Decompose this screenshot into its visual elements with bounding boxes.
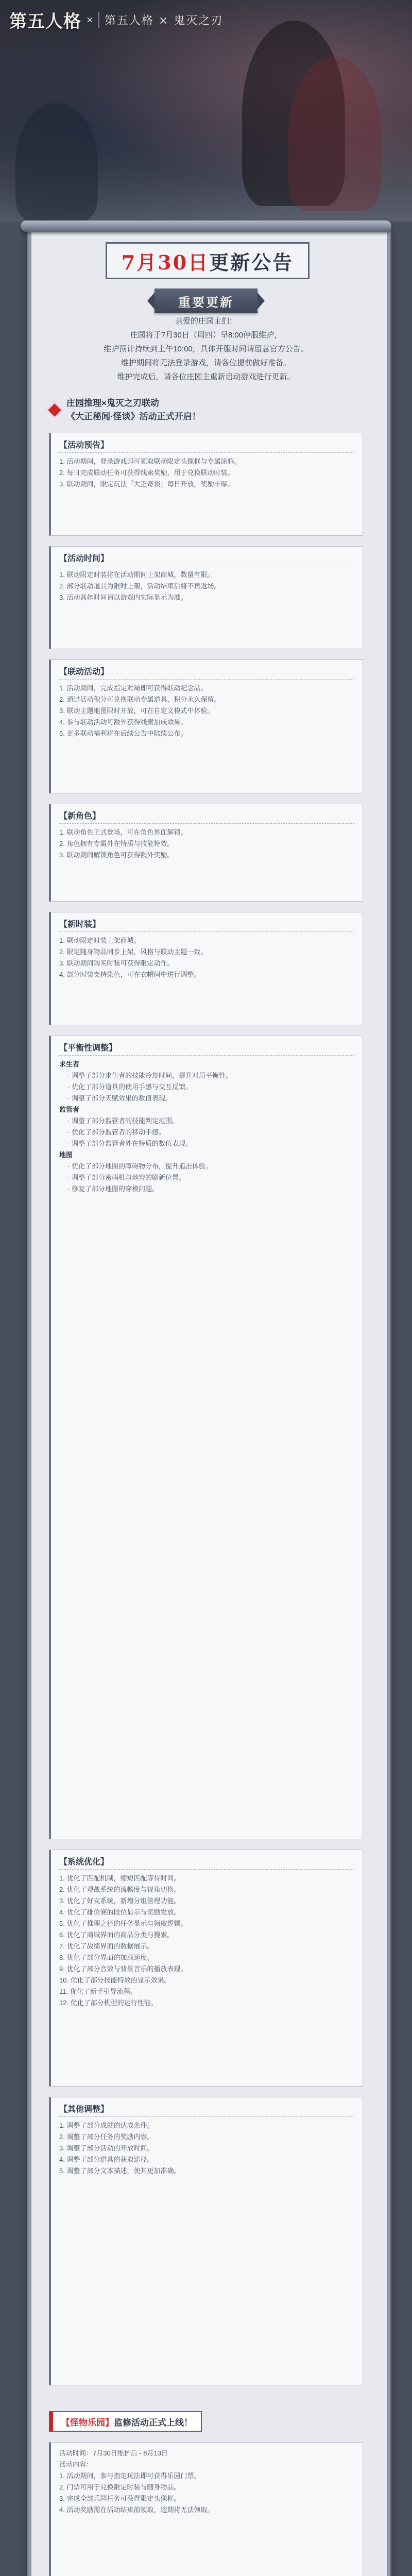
panel-line: · 调整了部分天赋效果的数值表现。 — [67, 1094, 172, 1102]
panel-heading: 【联动活动】 — [59, 665, 354, 680]
panel-line: 7. 优化了战绩界面的数据展示。 — [59, 1942, 154, 1950]
panel-line: 2. 调整了部分任务的奖励内容。 — [59, 2133, 154, 2141]
collab-separator: × — [87, 13, 93, 26]
panel-heading: 【活动时间】 — [59, 552, 354, 566]
intro-line: 亲爱的庄园主们： — [175, 317, 237, 326]
panel-subheading: 监管者 — [59, 1106, 80, 1113]
panel-line: · 修复了部分地图的穿模问题。 — [67, 1185, 159, 1193]
panel-line: · 调整了部分监管者外在特质的数值表现。 — [67, 1140, 192, 1147]
panel-line: 3. 联动期间购买时装可获得限定动作。 — [59, 959, 174, 967]
title-date: 7月30日 — [121, 250, 210, 274]
title-text: 更新公告 — [209, 250, 294, 274]
panel-line: 3. 联动期间，限定玩法『大正奇谈』每日开放，奖励丰厚。 — [59, 480, 234, 488]
panel-line: 8. 优化了部分界面的加载速度。 — [59, 1954, 154, 1961]
panel-line: 5. 优化了推理之径的任务显示与领取逻辑。 — [59, 1920, 187, 1927]
panel-line: 2. 通过活动积分可兑换联动专属道具，积分永久保留。 — [59, 696, 221, 703]
panel-subheading: 求生者 — [59, 1060, 80, 1068]
panel-line: · 优化了部分道具的使用手感与交互反馈。 — [67, 1083, 192, 1091]
event-tag-prefix: 【怪物乐园】 — [61, 2417, 114, 2428]
notice-panel — [49, 546, 363, 649]
intro-text — [54, 314, 358, 384]
game-logo: 第五人格 — [9, 11, 81, 32]
panel-line: 1. 优化了匹配机制，缩短匹配等待时间。 — [59, 1874, 181, 1882]
event-tag — [49, 2411, 202, 2432]
brand-bar — [9, 7, 223, 32]
panel-heading: 【其他调整】 — [59, 2103, 354, 2117]
panel-line: 12. 优化了部分机型的运行性能。 — [59, 1999, 158, 2007]
panel-line: 1. 调整了部分成就的达成条件。 — [59, 2122, 154, 2129]
notice-panel — [49, 912, 363, 1025]
panel-line: 9. 优化了部分音效与背景音乐的播放表现。 — [59, 1965, 187, 1973]
panel-line: · 调整了部分密码机与地窖的刷新位置。 — [67, 1174, 185, 1181]
hero-banner — [0, 0, 412, 222]
notice-panel — [49, 433, 363, 536]
panel-line: 4. 优化了排位赛的段位显示与奖励发放。 — [59, 1908, 181, 1916]
panel-line: 2. 门票可用于兑换限定时装与随身物品。 — [59, 2483, 181, 2491]
page-title — [106, 242, 310, 279]
panel-line: · 优化了部分监管者的移动手感。 — [67, 1128, 165, 1136]
panel-line: 4. 调整了部分道具的获取途径。 — [59, 2156, 154, 2163]
panel-line: 3. 活动具体时间请以游戏内实际显示为准。 — [59, 594, 187, 601]
panel-line: 10. 优化了部分技能特效的显示效果。 — [59, 1976, 171, 1984]
panel-line: 5. 调整了部分文本描述，使其更加准确。 — [59, 2167, 181, 2175]
panel-line: 1. 联动限定时装上架商城。 — [59, 937, 141, 944]
panel-line: 1. 活动期间，完成指定对局即可获得联动纪念品。 — [59, 684, 208, 692]
collab-callout — [49, 397, 363, 423]
panel-line: 4. 参与联动活动可额外获得线索加成效果。 — [59, 718, 187, 726]
panel-heading: 【活动预告】 — [59, 438, 354, 453]
diamond-icon — [46, 402, 62, 418]
panel-subheading: 地图 — [59, 1151, 73, 1159]
panel-heading: 【系统优化】 — [59, 1855, 354, 1870]
character-silhouette — [15, 103, 98, 222]
panel-line: 4. 部分时装支持染色，可在衣帽间中进行调整。 — [59, 971, 201, 978]
event-panel — [49, 2442, 363, 2576]
panel-line: 3. 调整了部分活动的开放时间。 — [59, 2144, 154, 2152]
panel-line: 2. 每日完成联动任务可获得线索奖励，用于兑换联动时装。 — [59, 469, 234, 477]
intro-line: 维护完成后，请各位庄园主重新启动游戏进行更新。 — [117, 372, 295, 381]
notice-panel — [49, 659, 363, 793]
panel-line: 2. 角色拥有专属外在特质与技能特效。 — [59, 840, 174, 848]
panel-line: 6. 优化了商城界面的商品分类与搜索。 — [59, 1931, 174, 1939]
callout-line: 《大正秘闻·怪谈》活动正式开启！ — [66, 412, 201, 421]
notice-panel — [49, 804, 363, 902]
panel-line: · 调整了部分求生者的技能冷却时间，提升对局平衡性。 — [67, 1072, 232, 1079]
panel-line: · 调整了部分监管者的技能判定范围。 — [67, 1117, 179, 1125]
panel-line: 5. 更多联动福利将在后续公告中陆续公布。 — [59, 730, 187, 737]
intro-line: 庄园将于7月30日（周四）早8:00停服维护， — [130, 331, 282, 340]
panel-heading: 【新角色】 — [59, 809, 354, 824]
panel-heading: 【平衡性调整】 — [59, 1041, 354, 1056]
panel-line: · 优化了部分地图的障碍物分布，提升追击体验。 — [67, 1162, 212, 1170]
notice-panel — [49, 1036, 363, 1839]
callout-line: 庄园推理×鬼灭之刃联动 — [66, 398, 159, 408]
panel-line: 活动时间：7月30日维护后 - 8月13日 — [59, 2449, 168, 2457]
scroll-roll-top — [21, 221, 391, 232]
panel-line: 2. 部分联动道具为限时上架，活动结束后将不再返场。 — [59, 582, 221, 590]
event-tag-text: 监修活动正式上线！ — [114, 2417, 193, 2428]
panel-line: 3. 完成全部乐园任务可获得限定头像框。 — [59, 2495, 181, 2502]
intro-line: 维护预计持续到上午10:00，具体开服时间请留意官方公告。 — [104, 345, 308, 353]
panel-line: 1. 活动期间，参与指定玩法即可获得乐园门票。 — [59, 2472, 201, 2480]
notice-panel — [49, 2097, 363, 2385]
panel-line: 3. 优化了好友系统，新增分组管理功能。 — [59, 1897, 181, 1905]
panel-line: 11. 优化了新手引导流程。 — [59, 1988, 137, 1995]
panel-line: 活动内容： — [59, 2461, 93, 2468]
notice-panel — [49, 1850, 363, 2087]
collab-logo: 第五人格 × 鬼灭之刃 — [98, 12, 223, 28]
panel-line: 1. 活动期间，登录游戏即可领取联动限定头像框与专属涂鸦。 — [59, 457, 241, 465]
panel-line: 3. 联动期间解锁角色可获得额外奖励。 — [59, 851, 174, 859]
panel-line: 3. 联动主题地图限时开放，可在自定义模式中体验。 — [59, 707, 214, 715]
panel-line: 4. 活动奖励需在活动结束前领取，逾期将无法领取。 — [59, 2506, 214, 2514]
panel-line: 2. 优化了观战系统的流畅度与视角切换。 — [59, 1886, 181, 1893]
panel-heading: 【新时装】 — [59, 918, 354, 932]
section-heading-major: 重要更新 — [154, 289, 258, 313]
panel-line: 1. 联动角色正式登场，可在角色界面解锁。 — [59, 828, 187, 836]
intro-line: 维护期间将无法登录游戏，请各位提前做好准备。 — [121, 359, 291, 367]
panel-line: 1. 联动限定时装将在活动期间上架商城，数量有限。 — [59, 571, 214, 579]
character-silhouette — [288, 57, 381, 211]
panel-line: 2. 限定随身物品同步上架，风格与联动主题一致。 — [59, 948, 208, 956]
